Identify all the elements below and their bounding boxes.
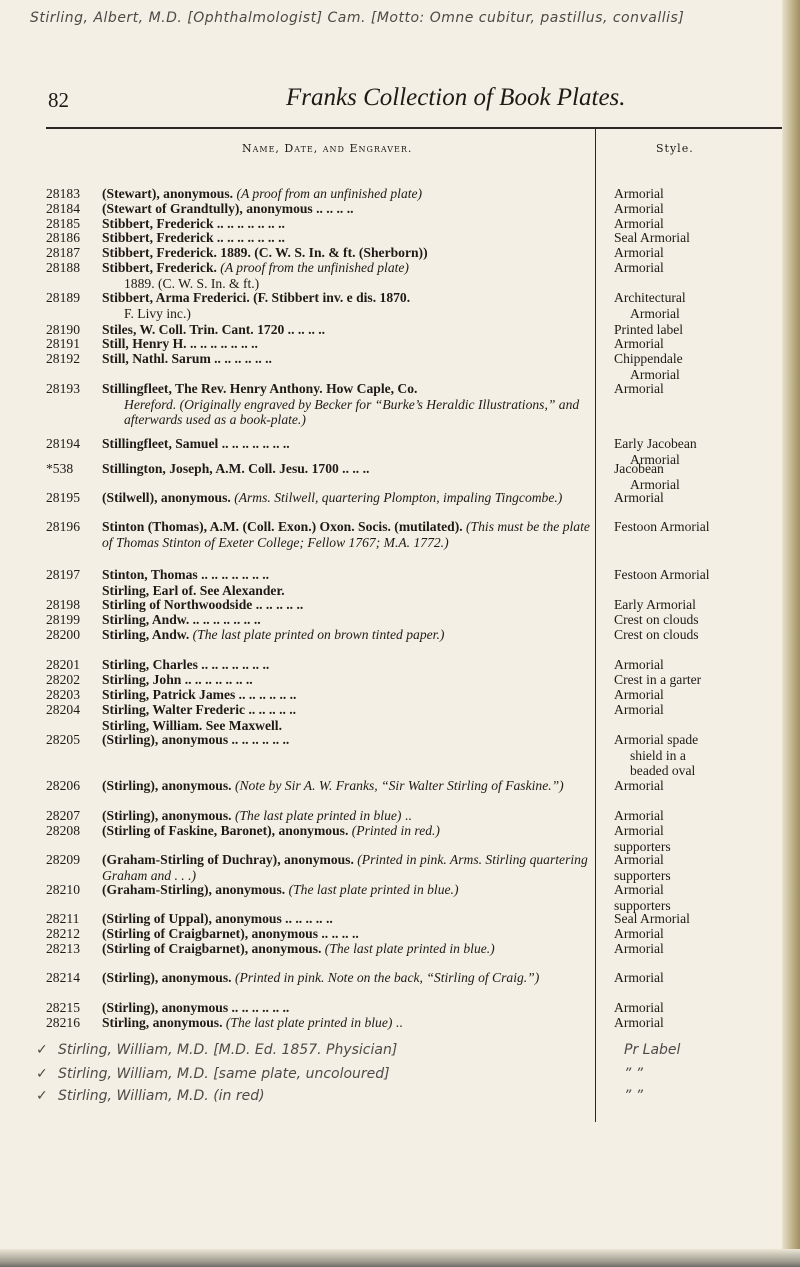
- entry-style: [614, 230, 784, 246]
- catalogue-number: 28202: [46, 672, 80, 687]
- style-line: Armorial: [614, 941, 664, 956]
- entry-text: Stibbert, Frederick .. .. .. .. .. .. ..: [102, 216, 285, 231]
- page-bottom-edge: [0, 1249, 800, 1267]
- entry-text: (Stirling), anonymous .. .. .. .. .. ..: [102, 1000, 290, 1015]
- entry-name: [102, 201, 591, 217]
- entry-text: (Stirling of Faskine, Baronet), anonymous.: [102, 823, 352, 838]
- catalogue-number: 28215: [46, 1000, 80, 1015]
- entry-style: [614, 970, 784, 986]
- entry-name: [102, 823, 591, 839]
- catalogue-number: 28206: [46, 778, 80, 793]
- catalogue-number: 28198: [46, 597, 80, 612]
- entry-name: [102, 336, 591, 352]
- entry-style: [614, 461, 784, 492]
- catalogue-number: 28214: [46, 970, 80, 985]
- catalogue-number: 28194: [46, 436, 80, 451]
- entry-text: (Graham-Stirling), anonymous.: [102, 882, 289, 897]
- entry-name: [102, 672, 591, 688]
- catalogue-number: 28189: [46, 290, 80, 305]
- entry-text: Stirling, John .. .. .. .. .. .. ..: [102, 672, 253, 687]
- style-line: Armorial: [614, 381, 664, 396]
- entry-style: [614, 245, 784, 261]
- entry-name: [102, 519, 591, 550]
- entry-note: (The last plate printed in blue.): [288, 882, 459, 897]
- style-line: Armorial: [614, 1000, 664, 1015]
- catalogue-number: 28209: [46, 852, 80, 867]
- style-line: Armorial: [630, 476, 680, 492]
- entry-style: [614, 260, 784, 276]
- catalogue-number: 28216: [46, 1015, 80, 1030]
- style-line: Early Jacobean: [614, 436, 697, 451]
- style-line: Festoon Armorial: [614, 519, 710, 534]
- entry-style: [614, 778, 784, 794]
- entry-note: (Printed in red.): [351, 823, 440, 838]
- catalogue-number: 28211: [46, 911, 80, 926]
- entry-name: [102, 926, 591, 942]
- entry-style: [614, 732, 784, 779]
- catalogue-number: 28193: [46, 381, 80, 396]
- style-line: Armorial: [630, 366, 680, 382]
- entry-note: (A proof from the unfinished plate): [220, 260, 409, 275]
- catalogue-number: 28212: [46, 926, 80, 941]
- entry-style: [614, 490, 784, 506]
- style-line: supporters: [614, 897, 671, 913]
- entry-style: [614, 808, 784, 824]
- catalogue-number: 28197: [46, 567, 80, 582]
- handwritten-style: Pr Label: [624, 1042, 681, 1058]
- catalogue-number: 28207: [46, 808, 80, 823]
- entry-name: [102, 436, 591, 452]
- entry-style: [614, 290, 784, 321]
- entry-text: ..: [392, 1015, 403, 1030]
- entry-name: [102, 381, 591, 428]
- style-line: Armorial: [614, 245, 664, 260]
- entry-style: [614, 941, 784, 957]
- catalogue-number: 28184: [46, 201, 80, 216]
- catalogue-number: 28183: [46, 186, 80, 201]
- catalogue-number: 28188: [46, 260, 80, 275]
- catalogue-number: 28192: [46, 351, 80, 366]
- entry-name: [102, 1000, 591, 1016]
- header-rule: [46, 127, 788, 129]
- style-line: Armorial: [630, 305, 680, 321]
- style-line: Armorial: [614, 490, 664, 505]
- entry-text: (Stewart), anonymous.: [102, 186, 237, 201]
- entry-note: Hereford. (Originally engraved by Becker for “Burke’s Heraldic Illustrations,” and afterwards used as a book-plate.): [124, 396, 580, 428]
- entry-style: [614, 672, 784, 688]
- style-line: Armorial: [614, 336, 664, 351]
- entry-name: [102, 970, 591, 986]
- style-line: Armorial: [614, 657, 664, 672]
- style-line: Armorial: [614, 702, 664, 717]
- entry-style: [614, 381, 784, 397]
- book-binding-edge: [782, 0, 800, 1267]
- entry-text: Still, Nathl. Sarum .. .. .. .. .. ..: [102, 351, 272, 366]
- entry-text: Stirling of Northwoodside .. .. .. .. ..: [102, 597, 304, 612]
- page-title: Franks Collection of Book Plates.: [286, 84, 626, 111]
- entry-text: (Stewart of Grandtully), anonymous .. .. .. ..: [102, 201, 354, 216]
- check-mark-icon: ✓: [36, 1088, 48, 1104]
- catalogue-number: 28203: [46, 687, 80, 702]
- style-line: Jacobean: [614, 461, 664, 476]
- entry-name: [102, 687, 591, 703]
- entry-style: [614, 687, 784, 703]
- entry-name: [102, 290, 591, 321]
- style-line: Festoon Armorial: [614, 567, 710, 582]
- entry-note: (This must be the plate of Thomas Stinton of Exeter College; Fellow 1767; M.A. 1772.): [102, 519, 590, 550]
- entry-note: (The last plate printed on brown tinted paper.): [192, 627, 445, 642]
- entry-name: [102, 186, 591, 202]
- entry-name: [102, 808, 591, 824]
- entry-text: Stibbert, Arma Frederici. (F. Stibbert inv. e dis. 1870.: [102, 290, 411, 305]
- entry-style: [614, 852, 784, 883]
- style-line: Armorial: [614, 687, 664, 702]
- style-line: Armorial: [630, 451, 680, 467]
- entry-text: F. Livy inc.): [124, 305, 191, 321]
- entry-name: [102, 627, 591, 643]
- handwritten-style: ” ”: [624, 1088, 643, 1104]
- entry-text: Stillingfleet, The Rev. Henry Anthony. How Caple, Co.: [102, 381, 418, 396]
- entry-style: [614, 201, 784, 217]
- entry-style: [614, 336, 784, 352]
- column-header-style: Style.: [656, 142, 694, 155]
- style-line: Armorial: [614, 882, 664, 897]
- catalogue-number: 28204: [46, 702, 80, 717]
- entry-name: [102, 597, 591, 613]
- page-number: 82: [48, 88, 69, 112]
- entry-text: Stillington, Joseph, A.M. Coll. Jesu. 1700 .. .. ..: [102, 461, 370, 476]
- handwritten-annotation: Stirling, Albert, M.D. [Ophthalmologist] Cam. [Motto: Omne cubitur, pastillus, convallis]: [30, 10, 685, 26]
- entry-style: [614, 597, 784, 613]
- style-line: Early Armorial: [614, 597, 696, 612]
- entry-name: [102, 612, 591, 628]
- entry-text: Stirling, Andw.: [102, 627, 193, 642]
- style-line: Crest on clouds: [614, 612, 699, 627]
- catalogue-number: *538: [46, 461, 74, 476]
- style-line: Architectural: [614, 290, 686, 305]
- entry-text: (Stirling), anonymous.: [102, 970, 235, 985]
- catalogue-number: 28196: [46, 519, 80, 534]
- style-line: Armorial: [614, 201, 664, 216]
- entry-style: [614, 1000, 784, 1016]
- entry-style: [614, 567, 784, 583]
- entry-style: [614, 519, 784, 535]
- handwritten-text: Stirling, William, M.D. (in red): [58, 1088, 265, 1104]
- entry-text: Stinton (Thomas), A.M. (Coll. Exon.) Oxon. Socis. (mutilated).: [102, 519, 467, 534]
- catalogue-number: 28205: [46, 732, 80, 747]
- handwritten-text: Stirling, William, M.D. [same plate, uncoloured]: [58, 1066, 390, 1082]
- style-line: Printed label: [614, 322, 684, 337]
- style-line: Armorial: [614, 186, 664, 201]
- catalogue-number: 28195: [46, 490, 80, 505]
- entry-note: (Arms. Stilwell, quartering Plompton, impaling Tingcombe.): [234, 490, 563, 505]
- entry-style: [614, 882, 784, 913]
- entry-name: [102, 490, 591, 506]
- style-line: Armorial spade: [614, 732, 699, 747]
- handwritten-style: ” ”: [624, 1066, 643, 1082]
- entry-style: [614, 702, 784, 718]
- catalogue-number: 28186: [46, 230, 80, 245]
- entry-name: [102, 657, 591, 673]
- entry-text: Stirling, Andw. .. .. .. .. .. .. ..: [102, 612, 261, 627]
- style-line: supporters: [614, 867, 671, 883]
- entry-note: (Printed in pink. Note on the back, “Stirling of Craig.”): [234, 970, 540, 985]
- entry-style: [614, 627, 784, 643]
- style-line: supporters: [614, 838, 671, 854]
- entry-name: [102, 351, 591, 367]
- entry-name: [102, 567, 591, 598]
- catalogue-number: 28187: [46, 245, 80, 260]
- entry-text: ..: [401, 808, 412, 823]
- catalogue-number: 28185: [46, 216, 80, 231]
- entry-text: 1889. (C. W. S. In. & ft.): [124, 275, 260, 291]
- catalogue-number: 28199: [46, 612, 80, 627]
- style-line: Seal Armorial: [614, 230, 690, 245]
- column-header-name: Name, Date, and Engraver.: [242, 142, 413, 155]
- entry-note: (The last plate printed in blue): [234, 808, 402, 823]
- entry-text: (Stirling), anonymous.: [102, 808, 235, 823]
- entry-text: (Stilwell), anonymous.: [102, 490, 235, 505]
- entry-text: Stiles, W. Coll. Trin. Cant. 1720 .. .. .. ..: [102, 322, 326, 337]
- catalogue-number: 28201: [46, 657, 80, 672]
- entry-text: Stibbert, Frederick. 1889. (C. W. S. In. & ft. (Sherborn)): [102, 245, 428, 260]
- entry-style: [614, 926, 784, 942]
- style-line: beaded oval: [630, 763, 696, 779]
- entry-text: (Stirling), anonymous .. .. .. .. .. ..: [102, 732, 290, 747]
- style-line: Armorial: [614, 970, 664, 985]
- style-line: Crest on clouds: [614, 627, 699, 642]
- entry-note: (Note by Sir A. W. Franks, “Sir Walter Stirling of Faskine.”): [234, 778, 564, 793]
- entry-name: [102, 778, 591, 794]
- entry-name: [102, 911, 591, 927]
- entry-style: [614, 911, 784, 927]
- entry-name: [102, 941, 591, 957]
- entry-text: Stinton, Thomas .. .. .. .. .. .. ..: [102, 567, 270, 582]
- entry-name: [102, 732, 591, 748]
- entry-text: Stibbert, Frederick.: [102, 260, 221, 275]
- entry-style: [614, 186, 784, 202]
- column-divider: [595, 129, 596, 1122]
- style-line: Crest in a garter: [614, 672, 702, 687]
- entry-note: (A proof from an unfinished plate): [236, 186, 423, 201]
- entry-text: Stirling, Patrick James .. .. .. .. .. ..: [102, 687, 297, 702]
- style-line: Chippendale: [614, 351, 683, 366]
- entry-style: [614, 351, 784, 382]
- entry-note: (Printed in pink. Arms. Stirling quartering Graham and . . .): [102, 852, 588, 883]
- entry-note: (The last plate printed in blue.): [324, 941, 495, 956]
- entry-note: (The last plate printed in blue): [225, 1015, 393, 1030]
- catalogue-number: 28191: [46, 336, 80, 351]
- entry-text: Still, Henry H. .. .. .. .. .. .. ..: [102, 336, 258, 351]
- entry-style: [614, 657, 784, 673]
- entry-name: [102, 852, 591, 883]
- entry-text: Stibbert, Frederick .. .. .. .. .. .. ..: [102, 230, 285, 245]
- check-mark-icon: ✓: [36, 1042, 48, 1058]
- style-line: Armorial: [614, 216, 664, 231]
- entry-name: [102, 702, 591, 733]
- entry-text: (Stirling of Craigbarnet), anonymous.: [102, 941, 325, 956]
- catalogue-number: 28210: [46, 882, 80, 897]
- entry-style: [614, 823, 784, 854]
- entry-text: (Stirling of Craigbarnet), anonymous .. .. .. ..: [102, 926, 359, 941]
- entry-text: Stirling, anonymous.: [102, 1015, 226, 1030]
- style-line: Armorial: [614, 778, 664, 793]
- entry-style: [614, 1015, 784, 1031]
- entry-name: [102, 260, 591, 291]
- entry-name: [102, 230, 591, 246]
- entry-text: Stirling, Walter Frederic .. .. .. .. ..: [102, 702, 297, 717]
- entry-text: Stillingfleet, Samuel .. .. .. .. .. .. ..: [102, 436, 290, 451]
- style-line: Armorial: [614, 1015, 664, 1030]
- entry-name: [102, 245, 591, 261]
- style-line: Armorial: [614, 852, 664, 867]
- style-line: Armorial: [614, 823, 664, 838]
- entry-text: Stirling, Charles .. .. .. .. .. .. ..: [102, 657, 270, 672]
- entry-style: [614, 612, 784, 628]
- style-line: shield in a: [630, 747, 686, 763]
- entry-name: [102, 461, 591, 477]
- handwritten-text: Stirling, William, M.D. [M.D. Ed. 1857. Physician]: [58, 1042, 398, 1058]
- catalogue-number: 28200: [46, 627, 80, 642]
- entry-text: (Stirling of Uppal), anonymous .. .. .. .. ..: [102, 911, 333, 926]
- style-line: Seal Armorial: [614, 911, 690, 926]
- entry-name: [102, 882, 591, 898]
- style-line: Armorial: [614, 926, 664, 941]
- check-mark-icon: ✓: [36, 1066, 48, 1082]
- entry-text: Stirling, Earl of. See Alexander.: [102, 582, 285, 598]
- entry-text: Stirling, William. See Maxwell.: [102, 717, 282, 733]
- style-line: Armorial: [614, 808, 664, 823]
- entry-name: [102, 1015, 591, 1031]
- catalogue-number: 28213: [46, 941, 80, 956]
- catalogue-number: 28190: [46, 322, 80, 337]
- style-line: Armorial: [614, 260, 664, 275]
- catalogue-number: 28208: [46, 823, 80, 838]
- entry-text: (Graham-Stirling of Duchray), anonymous.: [102, 852, 358, 867]
- entry-text: (Stirling), anonymous.: [102, 778, 235, 793]
